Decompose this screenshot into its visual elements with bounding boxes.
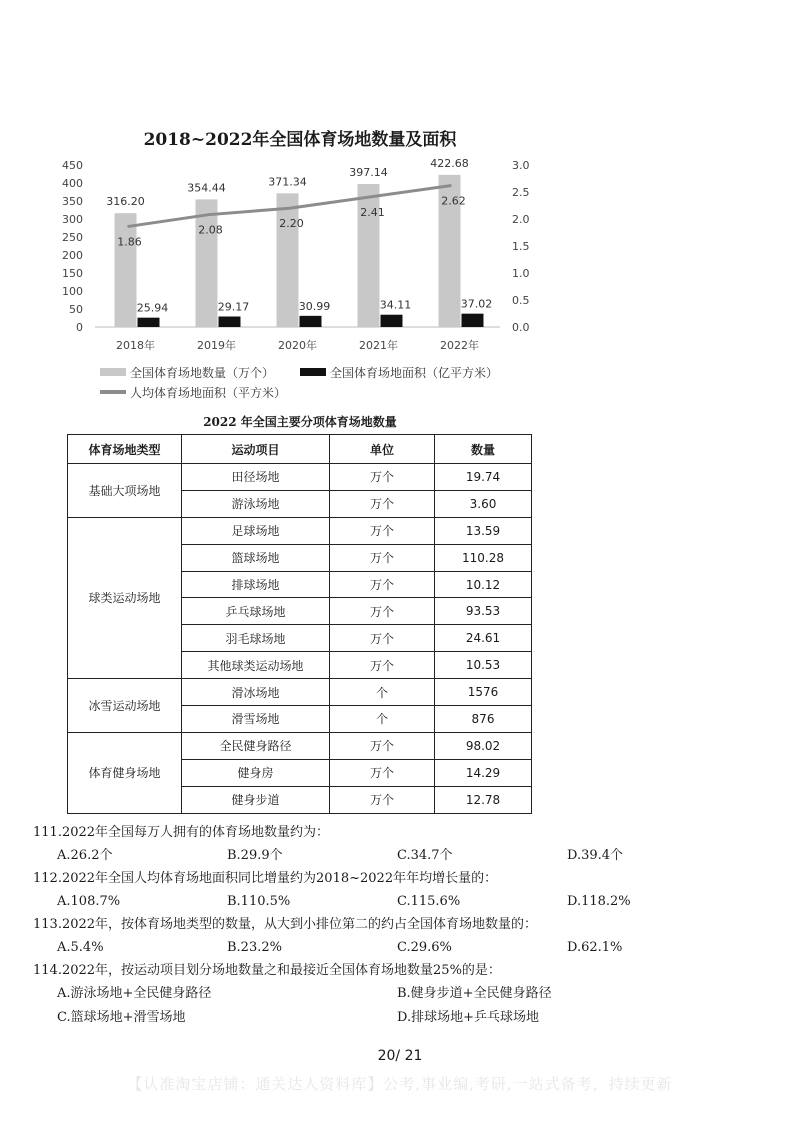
y2-tick-label: 1.5	[512, 240, 530, 253]
table-header-row	[68, 435, 532, 464]
unit-cell: 个	[330, 679, 435, 706]
item-cell: 足球场地	[182, 517, 330, 544]
legend-item-area	[300, 364, 498, 381]
y-tick-label: 100	[62, 285, 83, 298]
item-cell: 全民健身路径	[182, 732, 330, 759]
item-cell: 健身房	[182, 759, 330, 786]
option-c: C.篮球场地+滑雪场地	[57, 1010, 186, 1025]
x-tick-label: 2018年	[116, 339, 155, 352]
data-label-area: 34.11	[379, 298, 412, 312]
y-tick-label: 300	[62, 213, 83, 226]
bar-area	[300, 316, 322, 327]
value-cell: 3.60	[435, 490, 532, 517]
questions	[33, 822, 773, 1030]
unit-cell: 万个	[330, 544, 435, 571]
bar-area	[219, 316, 241, 327]
x-tick-label: 2020年	[278, 339, 317, 352]
unit-cell: 万个	[330, 786, 435, 813]
unit-cell: 万个	[330, 490, 435, 517]
option-a: A.26.2个	[57, 848, 113, 863]
value-cell: 110.28	[435, 544, 532, 571]
table-row	[68, 679, 532, 706]
value-cell: 10.12	[435, 571, 532, 598]
header-unit: 单位	[330, 435, 435, 464]
option-c: C.34.7个	[397, 848, 453, 863]
legend-swatch-count	[100, 368, 126, 376]
y-tick-label: 400	[62, 177, 83, 190]
bar-count	[277, 193, 299, 327]
question-112	[33, 868, 773, 914]
venue-table	[67, 434, 532, 814]
question-options	[33, 844, 773, 868]
question-stem: 111.2022年全国每万人拥有的体育场地数量约为：	[33, 825, 330, 840]
y2-tick-label: 1.0	[512, 267, 530, 280]
data-label-area: 29.17	[217, 300, 250, 314]
option-b: B.29.9个	[227, 848, 283, 863]
data-label-per-capita: 2.62	[441, 194, 466, 208]
y2-tick-label: 0.0	[512, 321, 530, 334]
data-label-area: 30.99	[298, 299, 331, 313]
question-options	[33, 1006, 773, 1030]
option-b: B.健身步道+全民健身路径	[397, 986, 552, 1001]
item-cell: 滑雪场地	[182, 706, 330, 733]
bar-count	[196, 199, 218, 327]
option-a: A.5.4%	[57, 940, 104, 955]
group-type-cell: 基础大项场地	[68, 464, 182, 518]
question-113	[33, 914, 773, 960]
legend-item-per-capita	[100, 384, 286, 401]
y-tick-label: 50	[69, 303, 83, 316]
question-options	[33, 982, 773, 1006]
option-a: A.游泳场地+全民健身路径	[57, 986, 212, 1001]
y-tick-label: 250	[62, 231, 83, 244]
legend-label-area: 全国体育场地面积（亿平方米）	[330, 365, 499, 380]
data-label-per-capita: 2.41	[360, 205, 385, 219]
data-label-count: 316.20	[106, 195, 145, 209]
data-label-per-capita: 1.86	[117, 235, 142, 249]
data-label-count: 422.68	[430, 156, 469, 170]
data-label-per-capita: 2.08	[198, 223, 223, 237]
y2-tick-label: 0.5	[512, 294, 530, 307]
unit-cell: 万个	[330, 732, 435, 759]
table-row	[68, 517, 532, 544]
x-tick-label: 2019年	[197, 339, 236, 352]
bar-area	[381, 315, 403, 327]
value-cell: 13.59	[435, 517, 532, 544]
y-tick-label: 150	[62, 267, 83, 280]
data-label-count: 397.14	[349, 166, 388, 180]
item-cell: 篮球场地	[182, 544, 330, 571]
unit-cell: 万个	[330, 625, 435, 652]
page-number: 20/ 21	[377, 1048, 423, 1064]
unit-cell: 万个	[330, 598, 435, 625]
bar-area	[138, 318, 160, 327]
chart-legend	[100, 362, 524, 402]
y-tick-label: 0	[76, 321, 83, 334]
item-cell: 健身步道	[182, 786, 330, 813]
question-options	[33, 936, 773, 960]
option-d: D.118.2%	[567, 894, 631, 909]
unit-cell: 万个	[330, 571, 435, 598]
unit-cell: 个	[330, 706, 435, 733]
question-111	[33, 822, 773, 868]
question-stem: 114.2022年，按运动项目划分场地数量之和最接近全国体育场地数量25%的是：	[33, 963, 501, 978]
legend-item-count	[100, 364, 274, 381]
y-tick-label: 450	[62, 159, 83, 172]
option-d: D.62.1%	[567, 940, 623, 955]
data-label-count: 371.34	[268, 175, 307, 189]
y2-tick-label: 2.0	[512, 213, 530, 226]
option-c: C.29.6%	[397, 940, 452, 955]
legend-swatch-per-capita	[100, 390, 126, 394]
y2-tick-label: 2.5	[512, 186, 530, 199]
value-cell: 98.02	[435, 732, 532, 759]
question-options	[33, 890, 773, 914]
legend-swatch-area	[300, 368, 326, 376]
item-cell: 排球场地	[182, 571, 330, 598]
header-type: 体育场地类型	[68, 435, 182, 464]
item-cell: 田径场地	[182, 464, 330, 491]
value-cell: 1576	[435, 679, 532, 706]
data-label-area: 25.94	[136, 301, 169, 315]
chart-title: 2018~2022年全国体育场地数量及面积	[143, 130, 457, 150]
option-b: B.110.5%	[227, 894, 291, 909]
item-cell: 其他球类运动场地	[182, 652, 330, 679]
table-row	[68, 464, 532, 491]
value-cell: 93.53	[435, 598, 532, 625]
item-cell: 乒乓球场地	[182, 598, 330, 625]
y2-tick-label: 3.0	[512, 159, 530, 172]
legend-label-per-capita: 人均体育场地面积（平方米）	[130, 385, 287, 400]
group-type-cell: 体育健身场地	[68, 732, 182, 813]
value-cell: 14.29	[435, 759, 532, 786]
data-label-area: 37.02	[460, 297, 493, 311]
unit-cell: 万个	[330, 652, 435, 679]
option-d: D.排球场地+乒乓球场地	[397, 1010, 539, 1025]
value-cell: 19.74	[435, 464, 532, 491]
unit-cell: 万个	[330, 464, 435, 491]
value-cell: 12.78	[435, 786, 532, 813]
option-a: A.108.7%	[57, 894, 121, 909]
option-c: C.115.6%	[397, 894, 461, 909]
unit-cell: 万个	[330, 517, 435, 544]
bar-area	[462, 314, 484, 327]
table-title: 2022 年全国主要分项体育场地数量	[203, 415, 397, 429]
option-b: B.23.2%	[227, 940, 282, 955]
data-label-per-capita: 2.20	[279, 217, 304, 231]
header-value: 数量	[435, 435, 532, 464]
group-type-cell: 冰雪运动场地	[68, 679, 182, 733]
y-tick-label: 350	[62, 195, 83, 208]
legend-label-count: 全国体育场地数量（万个）	[130, 365, 275, 380]
question-stem: 112.2022年全国人均体育场地面积同比增量约为2018~2022年年均增长量的：	[33, 871, 498, 886]
x-tick-label: 2022年	[440, 339, 479, 352]
group-type-cell: 球类运动场地	[68, 517, 182, 678]
item-cell: 滑冰场地	[182, 679, 330, 706]
value-cell: 876	[435, 706, 532, 733]
table-row	[68, 732, 532, 759]
data-label-count: 354.44	[187, 181, 226, 195]
value-cell: 24.61	[435, 625, 532, 652]
question-114	[33, 960, 773, 1030]
watermark: 【认准淘宝店铺：通关达人资料库】公考,事业编,考研,一站式备考，持续更新	[127, 1075, 673, 1093]
question-stem: 113.2022年，按体育场地类型的数量，从大到小排位第二的约占全国体育场地数量的：	[33, 917, 538, 932]
y-tick-label: 200	[62, 249, 83, 262]
item-cell: 游泳场地	[182, 490, 330, 517]
x-tick-label: 2021年	[359, 339, 398, 352]
header-item: 运动项目	[182, 435, 330, 464]
option-d: D.39.4个	[567, 848, 624, 863]
unit-cell: 万个	[330, 759, 435, 786]
bar-count	[115, 213, 137, 327]
item-cell: 羽毛球场地	[182, 625, 330, 652]
value-cell: 10.53	[435, 652, 532, 679]
